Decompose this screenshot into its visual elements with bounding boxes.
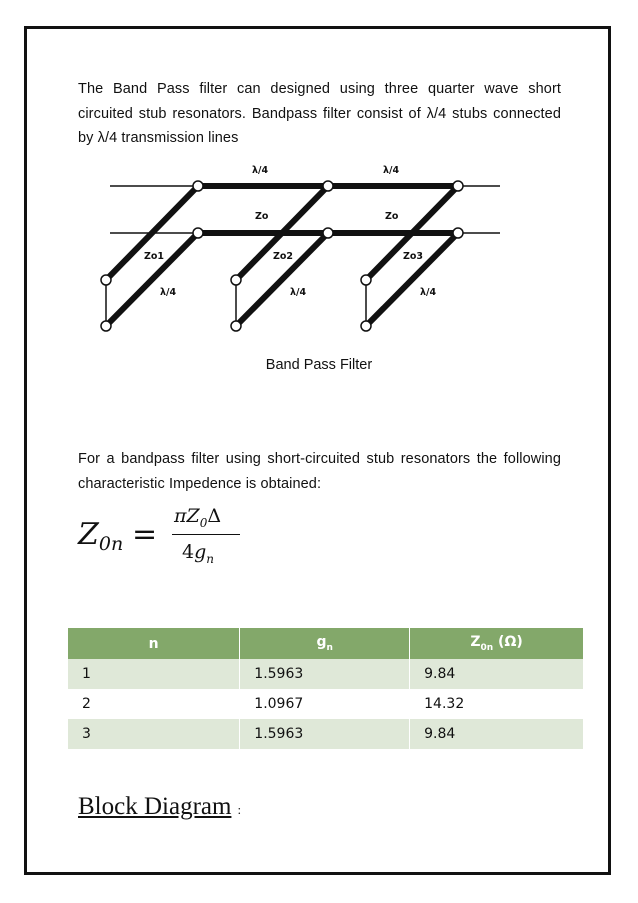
impedance-formula <box>72 503 272 583</box>
formula-numerator: $\pi Z_0\Delta$ <box>174 505 222 530</box>
lambda-label-top-2: λ/4 <box>383 165 400 176</box>
table-row <box>68 659 584 689</box>
zo2-label: Zo2 <box>273 251 294 262</box>
table-row <box>68 689 584 719</box>
formula-equals: = <box>132 517 158 552</box>
cell-g: 1.0967 <box>240 689 410 719</box>
block-diagram-colon: : <box>237 802 242 817</box>
cell-n: 3 <box>68 719 240 749</box>
diagram-caption: Band Pass Filter <box>265 357 373 373</box>
node <box>323 181 333 191</box>
fraction-bar <box>172 534 240 535</box>
lambda-label-top-1: λ/4 <box>252 165 269 176</box>
node <box>453 181 463 191</box>
stub-lambda-label-3: λ/4 <box>420 287 437 298</box>
stub-1-lower <box>106 233 198 326</box>
formula-lhs: $Z_{0n}$ <box>78 517 124 555</box>
node <box>361 321 371 331</box>
header-n: n <box>68 628 240 659</box>
cell-z: 14.32 <box>410 689 584 719</box>
node <box>453 228 463 238</box>
node <box>193 181 203 191</box>
cell-g: 1.5963 <box>240 719 410 749</box>
node <box>231 321 241 331</box>
stub-lambda-label-2: λ/4 <box>290 287 307 298</box>
cell-z: 9.84 <box>410 719 584 749</box>
table-header-row <box>68 628 584 659</box>
stub-2-lower <box>236 233 328 326</box>
second-paragraph: For a bandpass filter using short-circuited stub resonators the following characteristic Impedence is obtained: <box>78 451 561 492</box>
block-diagram-title: Block Diagram <box>78 793 232 820</box>
node <box>231 275 241 285</box>
node <box>361 275 371 285</box>
node <box>101 321 111 331</box>
node <box>101 275 111 285</box>
zo3-label: Zo3 <box>403 251 424 262</box>
header-z: $Z_{0n}$ (Ω) <box>410 628 584 659</box>
table-row <box>68 719 584 749</box>
cell-n: 1 <box>68 659 240 689</box>
block-diagram-heading <box>78 793 241 821</box>
impedance-table <box>68 628 584 749</box>
stub-3-lower <box>366 233 458 326</box>
cell-g: 1.5963 <box>240 659 410 689</box>
cell-z: 9.84 <box>410 659 584 689</box>
node <box>193 228 203 238</box>
zo-label-2: Zo <box>385 211 399 222</box>
cell-n: 2 <box>68 689 240 719</box>
band-pass-filter-diagram <box>100 158 500 348</box>
zo-label-1: Zo <box>255 211 269 222</box>
zo1-label: Zo1 <box>144 251 165 262</box>
formula-denominator: $4g_n$ <box>182 541 214 566</box>
stub-lambda-label-1: λ/4 <box>160 287 177 298</box>
intro-paragraph: The Band Pass filter can designed using three quarter wave short circuited stub resonators. Bandpass filter consist of λ/4 stubs connected by λ/4 transmission lines <box>78 81 561 146</box>
node <box>323 228 333 238</box>
header-g: $g_n$ <box>240 628 410 659</box>
